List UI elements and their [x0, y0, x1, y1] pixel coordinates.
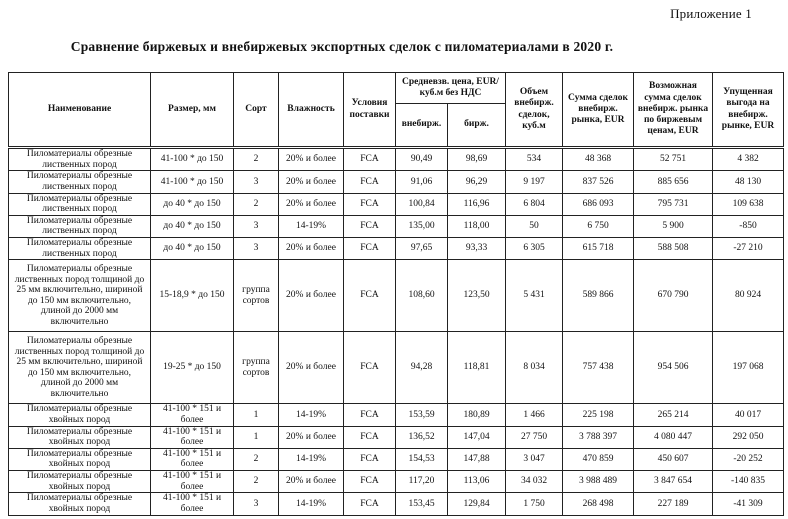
cell-lost-profit: 80 924	[713, 260, 784, 332]
cell-grade: группа сортов	[234, 260, 279, 332]
cell-delivery-terms: FCA	[344, 171, 396, 193]
comparison-table	[8, 72, 784, 516]
cell-price-otc: 154,53	[396, 448, 448, 470]
col-header-lost-profit: Упущенная выгода на внебирж. рынке, EUR	[713, 73, 784, 148]
col-header-price-exchange: бирж.	[448, 104, 506, 148]
cell-name: Пиломатериалы обрезные хвойных пород	[9, 426, 151, 448]
cell-delivery-terms: FCA	[344, 448, 396, 470]
cell-grade: 3	[234, 215, 279, 237]
cell-humidity: 20% и более	[279, 426, 344, 448]
col-header-price-otc: внебирж.	[396, 104, 448, 148]
cell-name: Пиломатериалы обрезные лиственных пород	[9, 238, 151, 260]
cell-price-otc: 97,65	[396, 238, 448, 260]
table-row	[9, 404, 784, 426]
cell-lost-profit: 4 382	[713, 148, 784, 171]
cell-sum-otc: 757 438	[563, 332, 634, 404]
cell-sum-possible: 885 656	[634, 171, 713, 193]
cell-lost-profit: 292 050	[713, 426, 784, 448]
table-row	[9, 332, 784, 404]
cell-sum-possible: 4 080 447	[634, 426, 713, 448]
cell-humidity: 20% и более	[279, 332, 344, 404]
cell-sum-possible: 52 751	[634, 148, 713, 171]
cell-volume: 50	[506, 215, 563, 237]
cell-price-exchange: 129,84	[448, 493, 506, 515]
cell-delivery-terms: FCA	[344, 193, 396, 215]
cell-humidity: 14-19%	[279, 215, 344, 237]
cell-delivery-terms: FCA	[344, 148, 396, 171]
cell-volume: 34 032	[506, 471, 563, 493]
cell-delivery-terms: FCA	[344, 238, 396, 260]
cell-humidity: 20% и более	[279, 260, 344, 332]
col-header-sum-possible: Возможная сумма сделок внебирж. рынка по биржевым ценам, EUR	[634, 73, 713, 148]
cell-delivery-terms: FCA	[344, 426, 396, 448]
cell-name: Пиломатериалы обрезные лиственных пород	[9, 171, 151, 193]
cell-humidity: 20% и более	[279, 193, 344, 215]
cell-price-otc: 153,45	[396, 493, 448, 515]
cell-size: 41-100 * 151 и более	[151, 471, 234, 493]
cell-humidity: 14-19%	[279, 448, 344, 470]
cell-size: до 40 * до 150	[151, 238, 234, 260]
cell-size: 41-100 * до 150	[151, 171, 234, 193]
cell-sum-otc: 225 198	[563, 404, 634, 426]
cell-name: Пиломатериалы обрезные хвойных пород	[9, 448, 151, 470]
col-header-humidity: Влажность	[279, 73, 344, 148]
cell-volume: 8 034	[506, 332, 563, 404]
col-header-volume: Объем внебирж. сделок, куб.м	[506, 73, 563, 148]
cell-sum-otc: 3 788 397	[563, 426, 634, 448]
cell-sum-otc: 48 368	[563, 148, 634, 171]
page-title: Сравнение биржевых и внебиржевых экспортных сделок с пиломатериалами в 2020 г.	[70, 39, 614, 54]
cell-sum-possible: 5 900	[634, 215, 713, 237]
cell-humidity: 14-19%	[279, 493, 344, 515]
table-row	[9, 260, 784, 332]
cell-price-exchange: 116,96	[448, 193, 506, 215]
cell-price-otc: 135,00	[396, 215, 448, 237]
cell-sum-otc: 470 859	[563, 448, 634, 470]
cell-size: 41-100 * до 150	[151, 148, 234, 171]
cell-grade: 2	[234, 471, 279, 493]
col-header-delivery: Условия поставки	[344, 73, 396, 148]
cell-price-otc: 153,59	[396, 404, 448, 426]
cell-size: 41-100 * 151 и более	[151, 426, 234, 448]
cell-name: Пиломатериалы обрезные хвойных пород	[9, 404, 151, 426]
cell-lost-profit: -850	[713, 215, 784, 237]
cell-humidity: 20% и более	[279, 238, 344, 260]
cell-sum-otc: 615 718	[563, 238, 634, 260]
cell-price-exchange: 123,50	[448, 260, 506, 332]
cell-lost-profit: -41 309	[713, 493, 784, 515]
cell-delivery-terms: FCA	[344, 332, 396, 404]
cell-delivery-terms: FCA	[344, 404, 396, 426]
cell-size: до 40 * до 150	[151, 215, 234, 237]
cell-volume: 3 047	[506, 448, 563, 470]
table-row	[9, 471, 784, 493]
cell-grade: 2	[234, 448, 279, 470]
cell-price-otc: 136,52	[396, 426, 448, 448]
cell-sum-possible: 450 607	[634, 448, 713, 470]
cell-name: Пиломатериалы обрезные лиственных пород	[9, 148, 151, 171]
cell-name: Пиломатериалы обрезные хвойных пород	[9, 471, 151, 493]
cell-name: Пиломатериалы обрезные лиственных пород	[9, 193, 151, 215]
cell-volume: 6 804	[506, 193, 563, 215]
cell-humidity: 14-19%	[279, 404, 344, 426]
cell-price-exchange: 96,29	[448, 171, 506, 193]
cell-sum-possible: 954 506	[634, 332, 713, 404]
cell-grade: 1	[234, 404, 279, 426]
cell-lost-profit: -140 835	[713, 471, 784, 493]
table-row	[9, 448, 784, 470]
cell-grade: 1	[234, 426, 279, 448]
col-header-grade: Сорт	[234, 73, 279, 148]
cell-sum-possible: 265 214	[634, 404, 713, 426]
cell-sum-possible: 227 189	[634, 493, 713, 515]
cell-name: Пиломатериалы обрезные лиственных пород	[9, 215, 151, 237]
cell-delivery-terms: FCA	[344, 215, 396, 237]
cell-price-otc: 90,49	[396, 148, 448, 171]
cell-grade: 3	[234, 493, 279, 515]
cell-lost-profit: 40 017	[713, 404, 784, 426]
table-row	[9, 493, 784, 515]
cell-sum-otc: 686 093	[563, 193, 634, 215]
table-row	[9, 148, 784, 171]
col-header-sum-otc: Сумма сделок внебирж. рынка, EUR	[563, 73, 634, 148]
cell-price-exchange: 118,81	[448, 332, 506, 404]
cell-price-otc: 94,28	[396, 332, 448, 404]
cell-grade: группа сортов	[234, 332, 279, 404]
cell-grade: 2	[234, 148, 279, 171]
cell-grade: 3	[234, 171, 279, 193]
cell-sum-otc: 589 866	[563, 260, 634, 332]
cell-volume: 5 431	[506, 260, 563, 332]
table-row	[9, 426, 784, 448]
cell-sum-otc: 3 988 489	[563, 471, 634, 493]
cell-price-exchange: 93,33	[448, 238, 506, 260]
col-header-size: Размер, мм	[151, 73, 234, 148]
cell-delivery-terms: FCA	[344, 471, 396, 493]
table-row	[9, 238, 784, 260]
cell-size: 41-100 * 151 и более	[151, 404, 234, 426]
cell-volume: 534	[506, 148, 563, 171]
cell-name: Пиломатериалы обрезные хвойных пород	[9, 493, 151, 515]
cell-price-exchange: 98,69	[448, 148, 506, 171]
appendix-label: Приложение 1	[670, 6, 752, 21]
cell-volume: 9 197	[506, 171, 563, 193]
cell-price-exchange: 118,00	[448, 215, 506, 237]
cell-volume: 6 305	[506, 238, 563, 260]
cell-lost-profit: 109 638	[713, 193, 784, 215]
cell-delivery-terms: FCA	[344, 260, 396, 332]
cell-sum-otc: 837 526	[563, 171, 634, 193]
cell-volume: 1 466	[506, 404, 563, 426]
table-row	[9, 215, 784, 237]
cell-price-otc: 117,20	[396, 471, 448, 493]
cell-volume: 1 750	[506, 493, 563, 515]
table-row	[9, 171, 784, 193]
cell-price-exchange: 147,88	[448, 448, 506, 470]
cell-volume: 27 750	[506, 426, 563, 448]
cell-lost-profit: 48 130	[713, 171, 784, 193]
cell-grade: 3	[234, 238, 279, 260]
cell-sum-otc: 6 750	[563, 215, 634, 237]
cell-delivery-terms: FCA	[344, 493, 396, 515]
cell-humidity: 20% и более	[279, 471, 344, 493]
cell-price-otc: 91,06	[396, 171, 448, 193]
col-header-name: Наименование	[9, 73, 151, 148]
col-header-avg-price-group: Средневзв. цена, EUR/куб.м без НДС	[396, 73, 506, 104]
cell-size: 41-100 * 151 и более	[151, 493, 234, 515]
cell-sum-possible: 588 508	[634, 238, 713, 260]
table-row	[9, 193, 784, 215]
cell-lost-profit: -20 252	[713, 448, 784, 470]
cell-size: 41-100 * 151 и более	[151, 448, 234, 470]
cell-size: до 40 * до 150	[151, 193, 234, 215]
cell-lost-profit: -27 210	[713, 238, 784, 260]
cell-grade: 2	[234, 193, 279, 215]
cell-sum-possible: 3 847 654	[634, 471, 713, 493]
cell-sum-possible: 670 790	[634, 260, 713, 332]
cell-price-exchange: 113,06	[448, 471, 506, 493]
cell-size: 19-25 * до 150	[151, 332, 234, 404]
cell-lost-profit: 197 068	[713, 332, 784, 404]
cell-sum-possible: 795 731	[634, 193, 713, 215]
cell-price-exchange: 180,89	[448, 404, 506, 426]
cell-humidity: 20% и более	[279, 148, 344, 171]
cell-name: Пиломатериалы обрезные лиственных пород толщиной до 25 мм включительно, шириной до 150 мм включительно, длиной до 2000 мм включительно	[9, 332, 151, 404]
cell-size: 15-18,9 * до 150	[151, 260, 234, 332]
cell-price-exchange: 147,04	[448, 426, 506, 448]
cell-name: Пиломатериалы обрезные лиственных пород толщиной до 25 мм включительно, шириной до 150 мм включительно, длиной до 2000 мм включительно	[9, 260, 151, 332]
cell-price-otc: 108,60	[396, 260, 448, 332]
cell-price-otc: 100,84	[396, 193, 448, 215]
cell-sum-otc: 268 498	[563, 493, 634, 515]
cell-humidity: 20% и более	[279, 171, 344, 193]
